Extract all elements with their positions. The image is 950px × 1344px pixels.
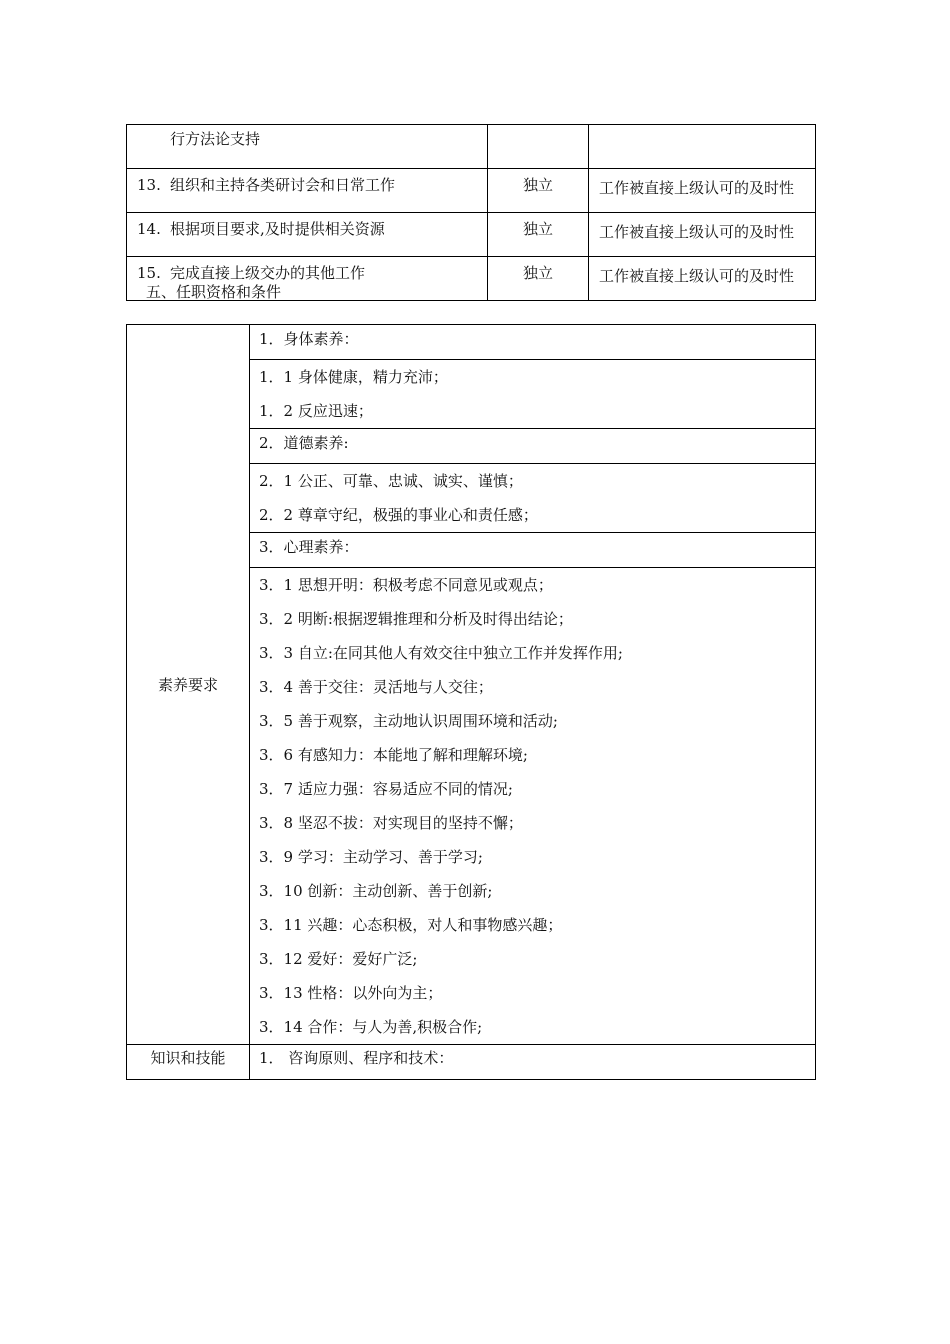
task-cell — [127, 169, 488, 213]
row-number: 13. — [137, 176, 161, 194]
duties-table — [126, 124, 816, 301]
mental-head-cell — [250, 533, 816, 568]
mode-cell: 独立 — [488, 169, 589, 213]
physical-head: 1．身体素养： — [259, 330, 359, 348]
list-item: 3．10 创新：主动创新、善于创新; — [259, 882, 493, 900]
row-number: 15. — [137, 264, 161, 282]
list-item: 3．7 适应力强：容易适应不同的情况; — [259, 780, 513, 798]
table-row — [127, 169, 816, 213]
row-number: 14. — [137, 220, 161, 238]
list-item: 3．14 合作：与人为善,积极合作; — [259, 1018, 483, 1036]
mental-items-cell — [250, 568, 816, 1045]
list-item: 3．1 思想开明：积极考虑不同意见或观点； — [259, 576, 553, 594]
measure-cell: 工作被直接上级认可的及时性 — [589, 213, 816, 257]
knowledge-label: 知识和技能 — [127, 1045, 250, 1080]
moral-items-cell — [250, 464, 816, 533]
list-item: 3．9 学习：主动学习、善于学习; — [259, 848, 483, 866]
knowledge-cell — [250, 1045, 816, 1080]
task-text: 行方法论支持 — [170, 130, 261, 148]
task-cell — [127, 213, 488, 257]
list-item: 3．6 有感知力：本能地了解和理解环境; — [259, 746, 528, 764]
table-row — [127, 325, 816, 360]
section-title: 五、任职资格和条件 — [146, 283, 282, 301]
task-text: 根据项目要求,及时提供相关资源 — [170, 220, 385, 238]
measure-cell — [589, 125, 816, 169]
mental-head: 3．心理素养： — [259, 538, 359, 556]
mode-cell: 独立 — [488, 213, 589, 257]
mode-cell — [488, 125, 589, 169]
table-row — [127, 1045, 816, 1080]
list-item: 3．4 善于交往：灵活地与人交往； — [259, 678, 493, 696]
list-item: 2．1 公正、可靠、忠诚、诚实、谨慎； — [259, 472, 523, 490]
physical-items-cell — [250, 360, 816, 429]
list-item: 3．8 坚忍不拔：对实现目的坚持不懈； — [259, 814, 523, 832]
list-item: 3．3 自立:在同其他人有效交往中独立工作并发挥作用; — [259, 644, 623, 662]
mode-cell: 独立 — [488, 257, 589, 301]
knowledge-item: 1． 咨询原则、程序和技术： — [259, 1049, 454, 1067]
table-row — [127, 125, 816, 169]
physical-head-cell — [250, 325, 816, 360]
quality-label: 素养要求 — [127, 325, 250, 1045]
qualifications-table — [126, 324, 816, 1080]
list-item: 3．13 性格：以外向为主； — [259, 984, 443, 1002]
measure-cell: 工作被直接上级认可的及时性 — [589, 169, 816, 213]
task-cell — [127, 125, 488, 169]
moral-head: 2．道德素养: — [259, 434, 349, 452]
list-item: 2．2 尊章守纪，极强的事业心和责任感； — [259, 506, 538, 524]
table-row — [127, 213, 816, 257]
moral-head-cell — [250, 429, 816, 464]
list-item: 3．5 善于观察，主动地认识周围环境和活动; — [259, 712, 558, 730]
list-item: 1．2 反应迅速； — [259, 402, 373, 420]
list-item: 3．2 明断:根据逻辑推理和分析及时得出结论； — [259, 610, 573, 628]
list-item: 3．11 兴趣：心态积极，对人和事物感兴趣； — [259, 916, 563, 934]
list-item: 1．1 身体健康，精力充沛； — [259, 368, 448, 386]
task-text: 完成直接上级交办的其他工作 — [170, 264, 366, 282]
measure-cell: 工作被直接上级认可的及时性 — [589, 257, 816, 301]
task-text: 组织和主持各类研讨会和日常工作 — [170, 176, 396, 194]
list-item: 3．12 爱好：爱好广泛; — [259, 950, 418, 968]
